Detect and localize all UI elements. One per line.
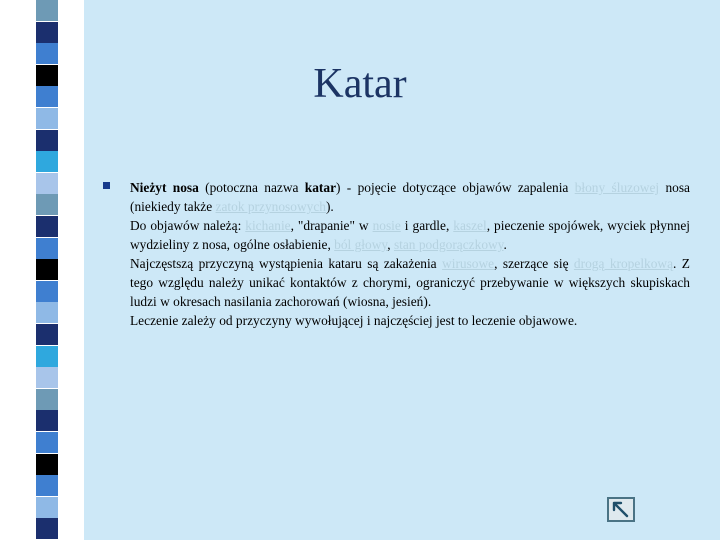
- decorative-square: [36, 0, 58, 21]
- decorative-square: [36, 151, 58, 172]
- decorative-square: [36, 130, 58, 151]
- decorative-square: [36, 432, 58, 453]
- decorative-square: [36, 475, 58, 496]
- text-run: (potoczna nazwa: [198, 180, 305, 195]
- text-run: ) - pojęcie dotyczące objawów zapalenia: [336, 180, 575, 195]
- hyperlink[interactable]: drogą kropelkową: [573, 256, 674, 271]
- hyperlink[interactable]: zatok przynosowych: [215, 199, 326, 214]
- decorative-square: [36, 108, 58, 129]
- paragraph-treatment: [130, 311, 690, 330]
- text-run: ).: [325, 199, 334, 214]
- decorative-square: [36, 454, 58, 475]
- decorative-square: [36, 324, 58, 345]
- hyperlink[interactable]: błony śluzowej: [574, 180, 660, 195]
- text-run: Do objawów należą:: [130, 218, 246, 233]
- text-run: , pieczenie spojówek, wyciek płynnej wydzieliny z nosa, ogólne osłabienie,: [130, 218, 690, 252]
- text-run: nosa (niekiedy także: [130, 180, 690, 214]
- decorative-square: [36, 518, 58, 539]
- decorative-square: [36, 22, 58, 43]
- decorative-square: [36, 302, 58, 323]
- hyperlink[interactable]: stan podgorączkowy: [393, 237, 504, 252]
- decorative-square: [36, 497, 58, 518]
- text-run: . Z tego względu należy unikać kontaktów z chorymi, ograniczyć przebywanie w większych skupiskach ludzi w okresach nasilania zachorowań (wiosna, jesień).: [130, 256, 690, 309]
- bold-term: katar: [304, 180, 337, 195]
- return-button[interactable]: [607, 497, 635, 522]
- bullet-square-icon: [103, 182, 110, 189]
- text-run: .: [503, 237, 507, 252]
- text-run: i gardle,: [400, 218, 454, 233]
- hyperlink[interactable]: wirusowe: [442, 256, 495, 271]
- hyperlink[interactable]: kichanie: [245, 218, 291, 233]
- text-run: ,: [387, 237, 394, 252]
- decorative-square: [36, 259, 58, 280]
- text-run: , szerzące się: [494, 256, 574, 271]
- paragraph-definition: [130, 178, 690, 216]
- hyperlink[interactable]: nosie: [372, 218, 401, 233]
- paragraph-symptoms: [130, 216, 690, 254]
- text-run: Leczenie zależy od przyczyny wywołującej i najczęściej jest to leczenie objawowe.: [130, 313, 578, 328]
- decorative-square: [36, 173, 58, 194]
- decorative-square: [36, 281, 58, 302]
- return-arrow-icon: [609, 499, 633, 520]
- hyperlink[interactable]: ból głowy: [334, 237, 388, 252]
- decorative-square: [36, 216, 58, 237]
- decorative-square: [36, 346, 58, 367]
- decorative-square: [36, 194, 58, 215]
- slide-title: Katar: [313, 61, 407, 107]
- hyperlink[interactable]: kaszel: [453, 218, 487, 233]
- decorative-square: [36, 389, 58, 410]
- decorative-square: [36, 410, 58, 431]
- text-run: Najczęstszą przyczyną wystąpienia kataru są zakażenia: [130, 256, 443, 271]
- decorative-square: [36, 367, 58, 388]
- bold-term: Nieżyt nosa: [130, 180, 199, 195]
- text-run: , "drapanie" w: [290, 218, 373, 233]
- paragraph-causes: [130, 254, 690, 311]
- body-text: [130, 178, 690, 330]
- decorative-square: [36, 238, 58, 259]
